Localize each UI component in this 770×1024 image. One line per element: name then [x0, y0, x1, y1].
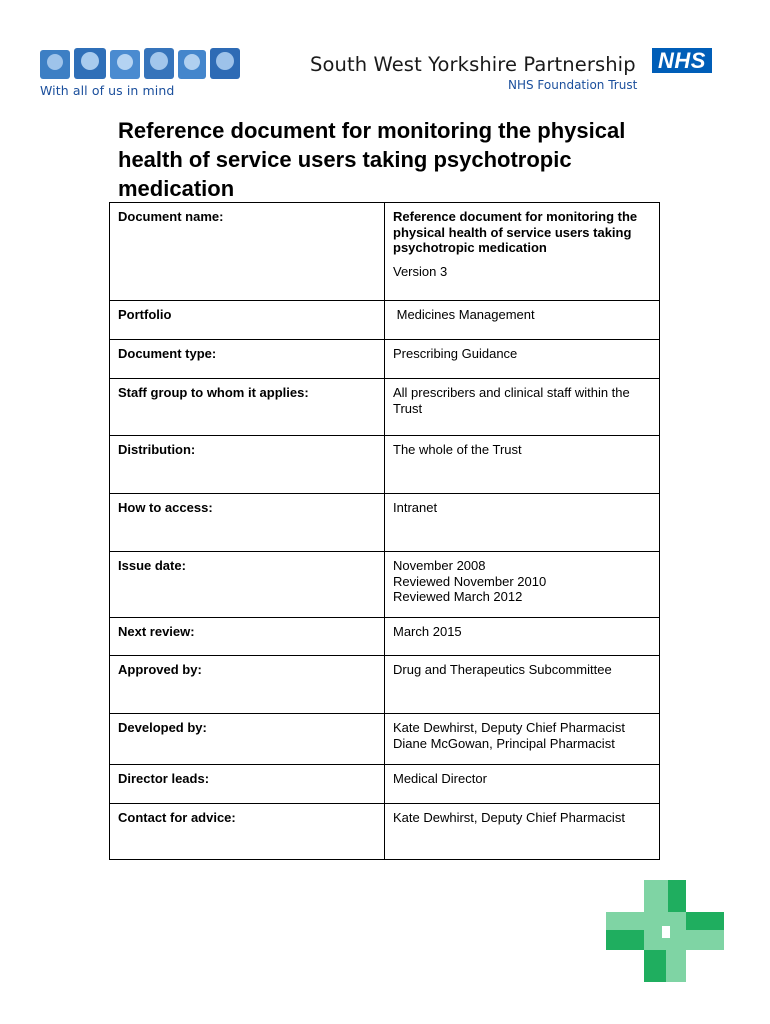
- table-row: [110, 552, 660, 618]
- table-row: [110, 765, 660, 804]
- issue-date-line: Reviewed March 2012: [393, 589, 523, 604]
- table-row: [110, 301, 660, 340]
- row-value: The whole of the Trust: [385, 436, 660, 494]
- org-name: South West Yorkshire Partnership: [310, 53, 636, 76]
- row-value: Prescribing Guidance: [385, 340, 660, 379]
- row-value: [385, 203, 660, 301]
- issue-date-line: Reviewed November 2010: [393, 573, 547, 589]
- developer-line: Diane McGowan, Principal Pharmacist: [393, 735, 615, 751]
- faces-logo-icon: [40, 47, 240, 81]
- row-label: Portfolio: [110, 301, 385, 340]
- row-label: Contact for advice:: [110, 804, 385, 860]
- developer-line: Kate Dewhirst, Deputy Chief Pharmacist: [393, 720, 625, 735]
- row-label: Developed by:: [110, 714, 385, 765]
- row-label: Issue date:: [110, 552, 385, 618]
- row-value: Intranet: [385, 494, 660, 552]
- row-value: March 2015: [385, 618, 660, 656]
- row-value: [385, 714, 660, 765]
- row-value: [385, 552, 660, 618]
- table-row: [110, 494, 660, 552]
- table-row: [110, 714, 660, 765]
- table-row: [110, 340, 660, 379]
- tagline: With all of us in mind: [40, 83, 175, 98]
- document-info-table: [109, 202, 660, 860]
- trust-name: NHS Foundation Trust: [508, 78, 638, 92]
- row-label: How to access:: [110, 494, 385, 552]
- row-value: Medical Director: [385, 765, 660, 804]
- row-value: Drug and Therapeutics Subcommittee: [385, 656, 660, 714]
- table-row: [110, 203, 660, 301]
- nhs-logo: NHS: [652, 48, 712, 73]
- issue-date-line: November 2008: [393, 558, 486, 573]
- row-value: Medicines Management: [385, 301, 660, 340]
- row-label: Document name:: [110, 203, 385, 301]
- row-label: Next review:: [110, 618, 385, 656]
- row-label: Approved by:: [110, 656, 385, 714]
- table-row: [110, 379, 660, 436]
- table-row: [110, 656, 660, 714]
- row-label: Staff group to whom it applies:: [110, 379, 385, 436]
- document-title: Reference document for monitoring the physical health of service users taking psychotropic medication: [118, 118, 626, 201]
- row-value: All prescribers and clinical staff within the Trust: [385, 379, 660, 436]
- row-label: Document type:: [110, 340, 385, 379]
- row-label: Director leads:: [110, 765, 385, 804]
- row-value: Kate Dewhirst, Deputy Chief Pharmacist: [385, 804, 660, 860]
- pharmacy-cross-icon: [606, 880, 724, 982]
- document-name-value: Reference document for monitoring the physical health of service users taking psychotropic medication: [393, 209, 638, 255]
- table-row: [110, 804, 660, 860]
- table-row: [110, 618, 660, 656]
- row-label: Distribution:: [110, 436, 385, 494]
- table-row: [110, 436, 660, 494]
- version-value: Version 3: [393, 263, 448, 279]
